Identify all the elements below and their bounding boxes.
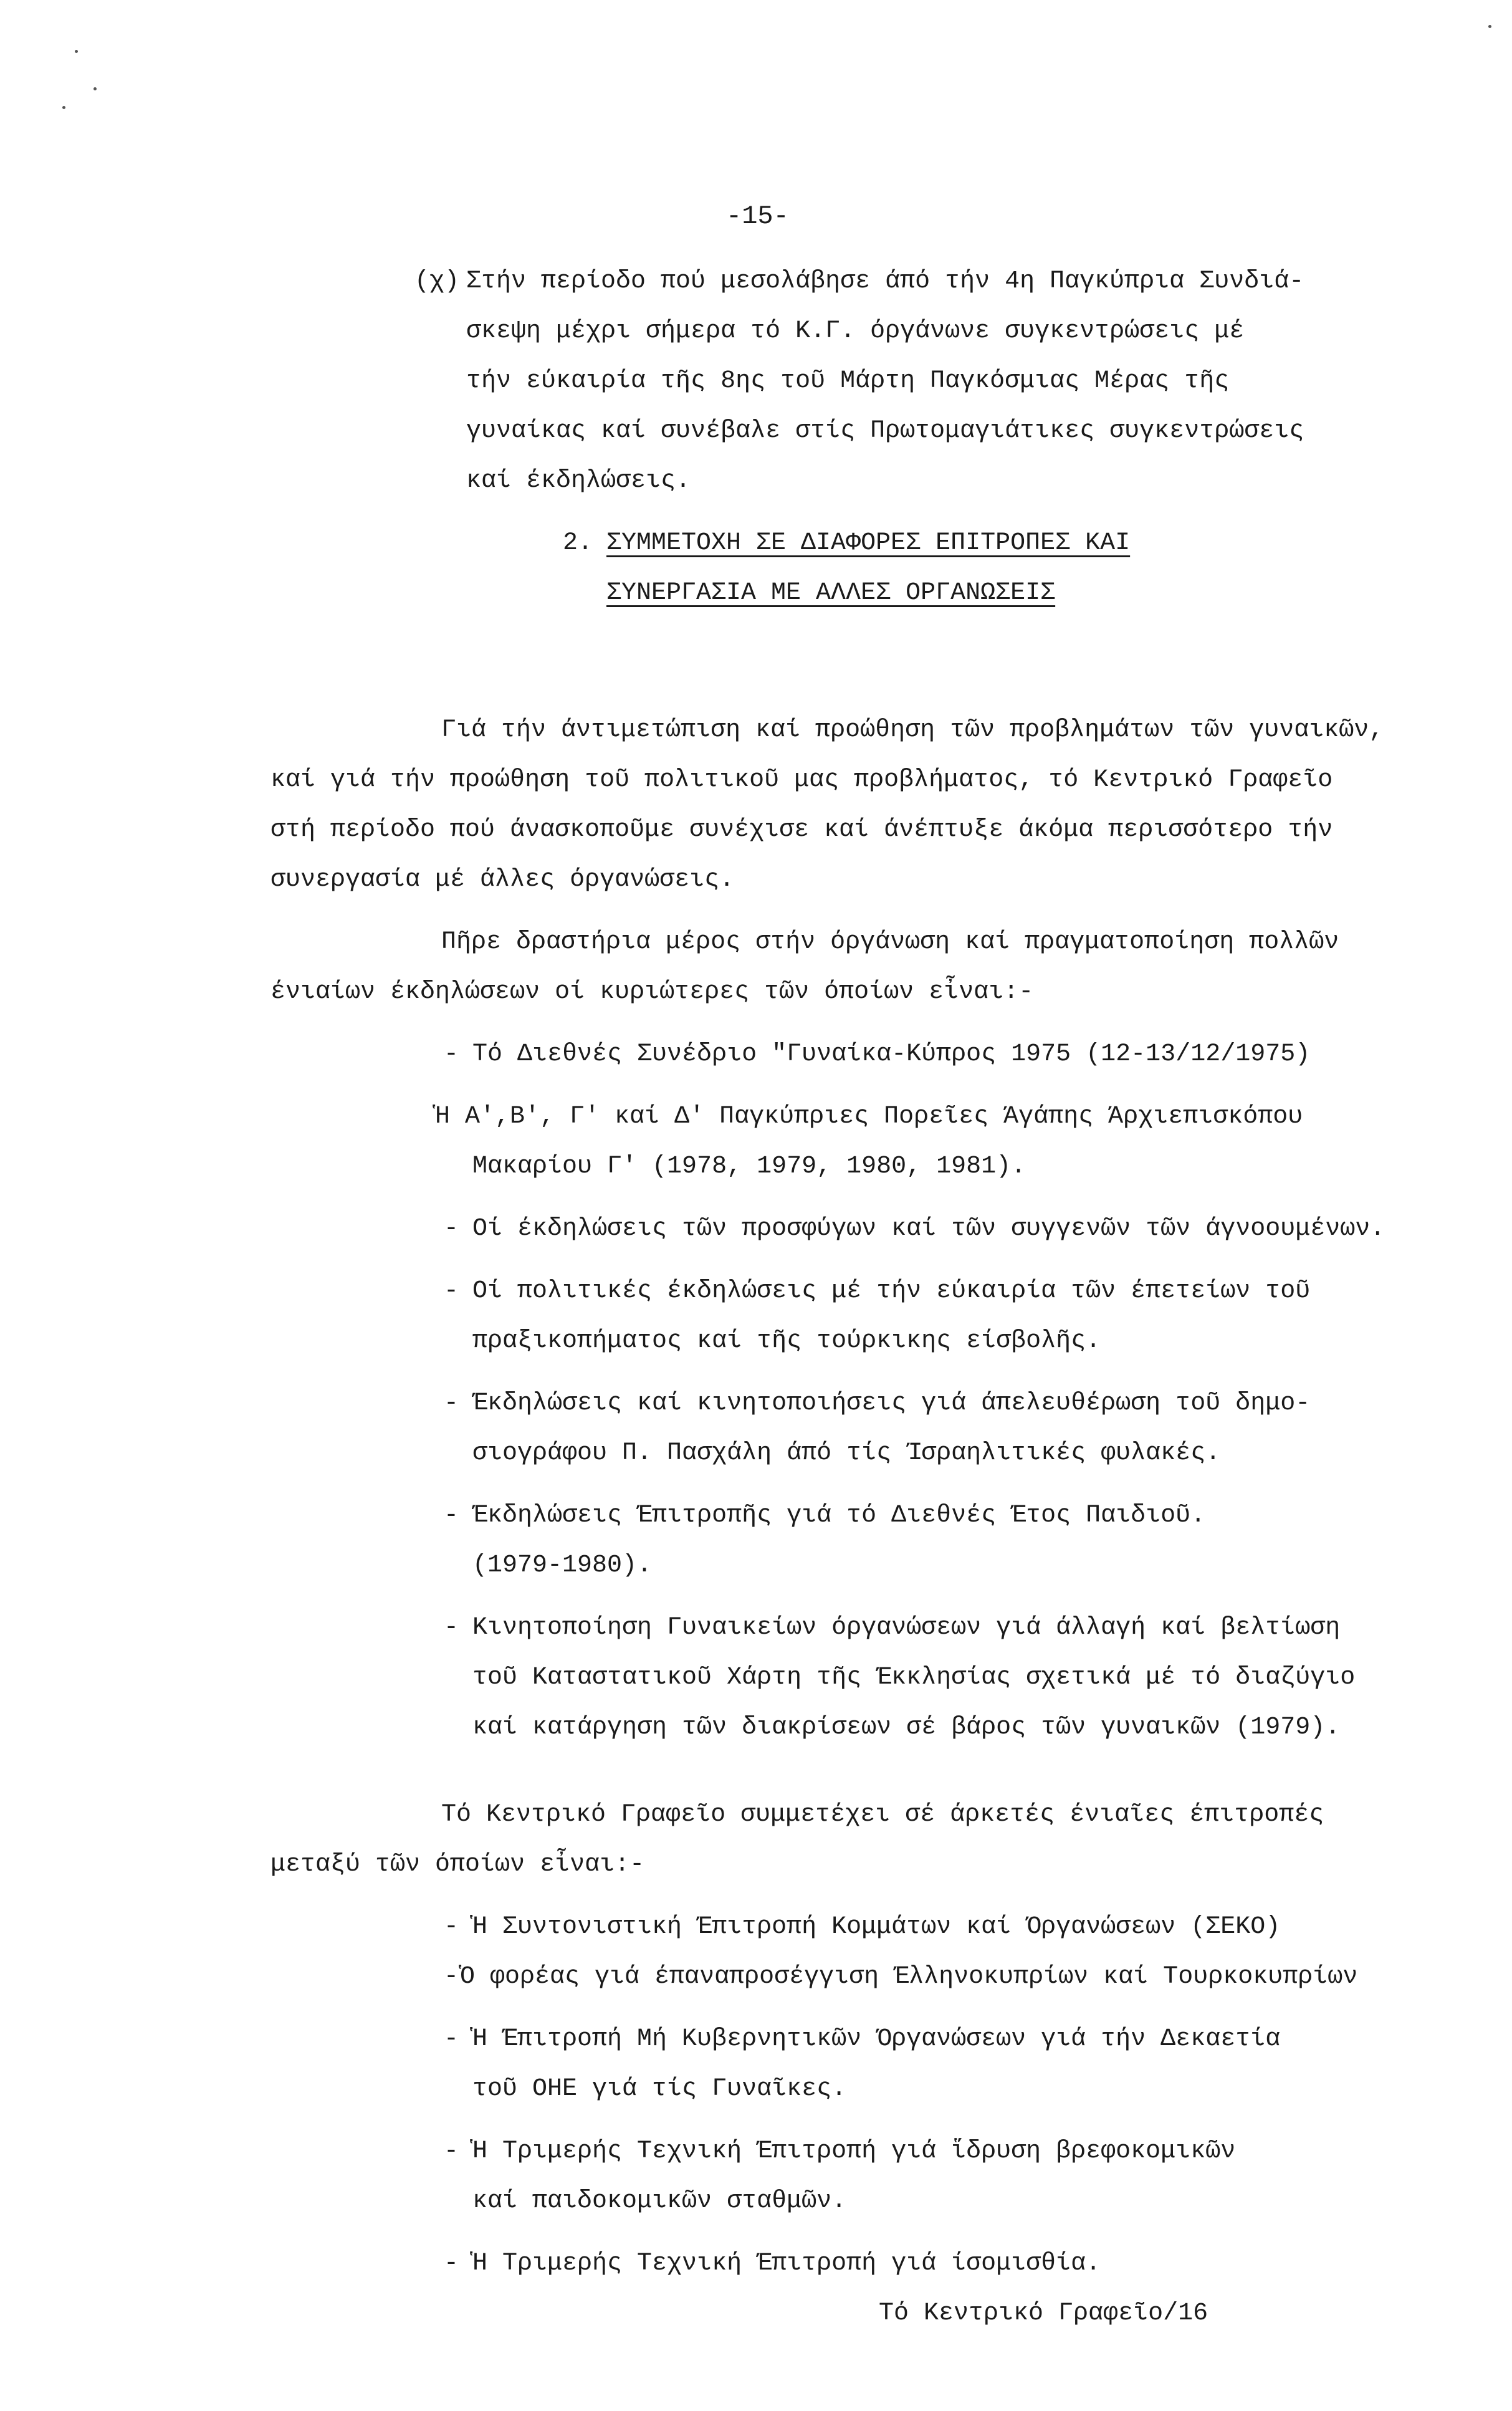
list-marker: - (444, 2137, 459, 2165)
section-heading-line-1: ΣΥΜΜΕΤΟΧΗ ΣΕ ΔΙΑΦΟΡΕΣ ΕΠΙΤΡΟΠΕΣ ΚΑΙ (606, 529, 1131, 557)
list-item: Κινητοποίηση Γυναικείων όργανώσεων γιά άλλαγή καί βελτίωση (472, 1614, 1341, 1642)
list-item: Ἡ Α',Β', Γ' καί Δ' Παγκύπριες Πορεῖες Άγάπης Άρχιεπισκόπου (435, 1103, 1303, 1131)
list-item: Ἡ Έπιτροπή Μή Κυβερνητικῶν Όργανώσεων γιά τήν Δεκαετία (472, 2025, 1281, 2053)
list-marker: - (444, 2025, 459, 2053)
item-marker: (χ) (414, 267, 460, 295)
scan-speck (1488, 25, 1491, 28)
section-heading-line-2: ΣΥΝΕΡΓΑΣΙΑ ΜΕ ΑΛΛΕΣ ΟΡΓΑΝΩΣΕΙΣ (606, 579, 1056, 607)
list-marker: - (444, 1277, 459, 1305)
paragraph-line: καί γιά τήν προώθηση τοῦ πολιτικοῦ μας προβλήματος, τό Κεντρικό Γραφεῖο (270, 766, 1333, 794)
paragraph-line: Γιά τήν άντιμετώπιση καί προώθηση τῶν προβλημάτων τῶν γυναικῶν, (441, 716, 1384, 744)
list-item: Ἡ Τριμερής Τεχνική Έπιτροπή γιά ἵδρυση βρεφοκομικῶν (472, 2137, 1236, 2165)
paragraph-line: μεταξύ τῶν όποίων εἶναι:- (270, 1851, 645, 1879)
list-marker: - (444, 1389, 459, 1417)
scan-speck (62, 106, 65, 109)
paragraph-line: ένιαίων έκδηλώσεων οί κυριώτερες τῶν όποίων εἶναι:- (270, 978, 1034, 1006)
list-item: Οί έκδηλώσεις τῶν προσφύγων καί τῶν συγγενῶν τῶν άγνοουμένων. (472, 1215, 1385, 1243)
list-item: καί παιδοκομικῶν σταθμῶν. (472, 2187, 847, 2215)
list-item: τοῦ ΟΗΕ γιά τίς Γυναῖκες. (472, 2075, 847, 2103)
item-line: τήν εύκαιρία τῆς 8ης τοῦ Μάρτη Παγκόσμιας Μέρας τῆς (466, 367, 1230, 395)
scan-speck (75, 50, 78, 53)
list-marker: - (444, 1215, 459, 1243)
list-item: Μακαρίου Γ' (1978, 1979, 1980, 1981). (472, 1153, 1026, 1181)
list-item: Ἡ Τριμερής Τεχνική Έπιτροπή γιά ίσομισθία. (472, 2250, 1101, 2278)
list-marker: - (444, 1040, 459, 1068)
footer-catchword: Τό Κεντρικό Γραφεῖο/16 (879, 2299, 1208, 2327)
item-line: Στήν περίοδο πού μεσολάβησε άπό τήν 4η Παγκύπρια Συνδιά- (466, 267, 1304, 295)
list-marker: - (444, 1614, 459, 1642)
list-item: Έκδηλώσεις Έπιτροπῆς γιά τό Διεθνές Έτος Παιδιοῦ. (472, 1502, 1206, 1530)
paragraph-line: στή περίοδο πού άνασκοποῦμε συνέχισε καί άνέπτυξε άκόμα περισσότερο τήν (270, 816, 1333, 844)
list-marker: - (444, 1963, 459, 1991)
page-number: -15- (726, 201, 789, 231)
scan-speck (93, 87, 97, 90)
item-line: καί έκδηλώσεις. (466, 467, 691, 495)
paragraph-line: Τό Κεντρικό Γραφεῖο συμμετέχει σέ άρκετές ένιαῖες έπιτροπές (441, 1801, 1324, 1829)
paragraph-line: συνεργασία μέ άλλες όργανώσεις. (270, 866, 735, 894)
list-item: τοῦ Καταστατικοῦ Χάρτη τῆς Έκκλησίας σχετικά μέ τό διαζύγιο (472, 1664, 1356, 1692)
list-item: Οί πολιτικές έκδηλώσεις μέ τήν εύκαιρία τῶν έπετείων τοῦ (472, 1277, 1311, 1305)
list-marker: - (444, 2250, 459, 2278)
list-item: σιογράφου Π. Πασχάλη άπό τίς Ίσραηλιτικές φυλακές. (472, 1439, 1221, 1467)
item-line: σκεψη μέχρι σήμερα τό Κ.Γ. όργάνωνε συγκεντρώσεις μέ (466, 317, 1245, 345)
list-item: Έκδηλώσεις καί κινητοποιήσεις γιά άπελευθέρωση τοῦ δημο- (472, 1389, 1311, 1417)
item-line: γυναίκας καί συνέβαλε στίς Πρωτομαγιάτικες συγκεντρώσεις (466, 417, 1304, 445)
list-item: Ὁ φορέας γιά έπαναπροσέγγιση Έλληνοκυπρίων καί Τουρκοκυπρίων (460, 1963, 1358, 1991)
list-item: Ἡ Συντονιστική Έπιτροπή Κομμάτων καί Όργανώσεων (ΣΕΚΟ) (472, 1913, 1281, 1941)
section-number: 2. (563, 529, 593, 557)
list-marker: - (444, 1913, 459, 1941)
list-item: πραξικοπήματος καί τῆς τούρκικης είσβολῆς. (472, 1327, 1101, 1355)
list-item: καί κατάργηση τῶν διακρίσεων σέ βάρος τῶν γυναικῶν (1979). (472, 1714, 1341, 1742)
list-item: Τό Διεθνές Συνέδριο "Γυναίκα-Κύπρος 1975 (12-13/12/1975) (472, 1040, 1311, 1068)
list-item: (1979-1980). (472, 1551, 653, 1579)
list-marker: - (444, 1502, 459, 1530)
paragraph-line: Πῆρε δραστήρια μέρος στήν όργάνωση καί πραγματοποίηση πολλῶν (441, 928, 1339, 956)
